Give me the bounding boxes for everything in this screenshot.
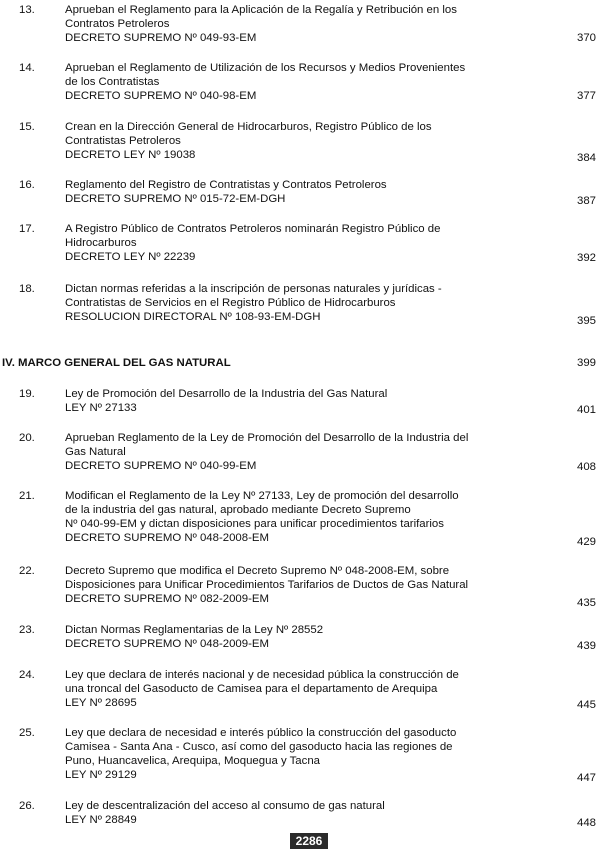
entry-line: Dictan normas referidas a la inscripción de personas naturales y jurídicas - xyxy=(65,283,442,295)
entry-page: 447 xyxy=(576,772,596,784)
toc-entry xyxy=(0,387,600,417)
entry-line: Ley de Promoción del Desarrollo de la Industria del Gas Natural xyxy=(65,388,388,400)
footer-page-number: 2286 xyxy=(290,833,328,849)
entry-number: 21. xyxy=(19,490,35,502)
entry-line: DECRETO LEY Nº 19038 xyxy=(65,149,196,161)
entry-number: 20. xyxy=(19,432,35,444)
toc-entry xyxy=(0,489,600,547)
entry-line: Ley que declara de interés nacional y de necesidad pública la construcción de xyxy=(65,669,459,681)
entry-page: 387 xyxy=(576,195,596,207)
toc-entry xyxy=(0,668,600,712)
entry-line: DECRETO SUPREMO Nº 048-2008-EM xyxy=(65,532,269,544)
entry-line: DECRETO SUPREMO Nº 082-2009-EM xyxy=(65,593,269,605)
entry-line: Contratistas Petroleros xyxy=(65,135,181,147)
entry-line: DECRETO SUPREMO Nº 040-99-EM xyxy=(65,460,257,472)
entry-line: LEY Nº 28849 xyxy=(65,814,137,826)
entry-text xyxy=(65,387,505,415)
section-title: IV. MARCO GENERAL DEL GAS NATURAL xyxy=(2,357,231,369)
entry-text xyxy=(65,726,505,782)
entry-line: Contratos Petroleros xyxy=(65,18,170,30)
entry-text xyxy=(65,799,505,827)
entry-line: de la industria del gas natural, aprobado mediante Decreto Supremo xyxy=(65,504,411,516)
entry-line: DECRETO SUPREMO Nº 040-98-EM xyxy=(65,90,257,102)
entry-line: Aprueban el Reglamento de Utilización de los Recursos y Medios Provenientes xyxy=(65,62,466,74)
entry-text xyxy=(65,3,505,45)
entry-line: una troncal del Gasoducto de Camisea para el departamento de Arequipa xyxy=(65,683,438,695)
entry-number: 24. xyxy=(19,669,35,681)
entry-page: 448 xyxy=(576,817,596,829)
entry-line: RESOLUCION DIRECTORAL Nº 108-93-EM-DGH xyxy=(65,311,321,323)
entry-line: Ley de descentralización del acceso al consumo de gas natural xyxy=(65,800,385,812)
entry-line: Aprueban el Reglamento para la Aplicación de la Regalía y Retribución en los xyxy=(65,4,457,16)
entry-line: de los Contratistas xyxy=(65,76,160,88)
entry-number: 26. xyxy=(19,800,35,812)
toc-entry xyxy=(0,222,600,266)
entry-line: Disposiciones para Unificar Procedimientos Tarifarios de Ductos de Gas Natural xyxy=(65,579,469,591)
entry-page: 392 xyxy=(576,252,596,264)
entry-text xyxy=(65,222,505,264)
toc-entry xyxy=(0,623,600,653)
entry-number: 23. xyxy=(19,624,35,636)
entry-line: Ley que declara de necesidad e interés público la construcción del gasoducto xyxy=(65,727,457,739)
entry-number: 14. xyxy=(19,62,35,74)
entry-text xyxy=(65,489,505,545)
entry-number: 13. xyxy=(19,4,35,16)
entry-page: 401 xyxy=(576,404,596,416)
toc-entry xyxy=(0,564,600,608)
toc-entry xyxy=(0,3,600,47)
toc-entry xyxy=(0,431,600,475)
entry-line: A Registro Público de Contratos Petroleros nominarán Registro Público de xyxy=(65,223,441,235)
entry-text xyxy=(65,623,505,651)
toc-entry xyxy=(0,799,600,829)
entry-number: 18. xyxy=(19,283,35,295)
entry-line: Nº 040-99-EM y dictan disposiciones para unificar procedimientos tarifarios xyxy=(65,518,444,530)
entry-line: Modifican el Reglamento de la Ley Nº 27133, Ley de promoción del desarrollo xyxy=(65,490,459,502)
entry-page: 429 xyxy=(576,536,596,548)
entry-page: 395 xyxy=(576,315,596,327)
entry-page: 445 xyxy=(576,699,596,711)
entry-line: Crean en la Dirección General de Hidrocarburos, Registro Público de los xyxy=(65,121,432,133)
entry-number: 16. xyxy=(19,179,35,191)
entry-line: LEY Nº 29129 xyxy=(65,769,137,781)
entry-line: Puno, Huancavelica, Arequipa, Moquegua y Tacna xyxy=(65,755,320,767)
entry-page: 439 xyxy=(576,640,596,652)
section-page: 399 xyxy=(576,357,596,369)
entry-text xyxy=(65,178,505,206)
entry-line: DECRETO LEY Nº 22239 xyxy=(65,251,196,263)
entry-page: 384 xyxy=(576,152,596,164)
toc-entry xyxy=(0,726,600,784)
entry-line: Dictan Normas Reglamentarias de la Ley Nº 28552 xyxy=(65,624,324,636)
entry-number: 19. xyxy=(19,388,35,400)
entry-line: DECRETO SUPREMO Nº 048-2009-EM xyxy=(65,638,269,650)
entry-page: 370 xyxy=(576,32,596,44)
entry-line: Aprueban Reglamento de la Ley de Promoción del Desarrollo de la Industria del xyxy=(65,432,469,444)
entry-line: DECRETO SUPREMO Nº 015-72-EM-DGH xyxy=(65,193,286,205)
entry-line: DECRETO SUPREMO Nº 049-93-EM xyxy=(65,32,257,44)
entry-number: 17. xyxy=(19,223,35,235)
entry-number: 15. xyxy=(19,121,35,133)
entry-text xyxy=(65,431,505,473)
entry-line: Gas Natural xyxy=(65,446,126,458)
entry-page: 408 xyxy=(576,461,596,473)
entry-line: Reglamento del Registro de Contratistas y Contratos Petroleros xyxy=(65,179,387,191)
entry-page: 435 xyxy=(576,597,596,609)
entry-text xyxy=(65,668,505,710)
toc-entry xyxy=(0,282,600,326)
entry-line: Camisea - Santa Ana - Cusco, así como del gasoducto hacia las regiones de xyxy=(65,741,453,753)
entry-line: Contratistas de Servicios en el Registro Público de Hidrocarburos xyxy=(65,297,396,309)
entry-page: 377 xyxy=(576,90,596,102)
entry-text xyxy=(65,61,505,103)
entry-text xyxy=(65,120,505,162)
section-heading xyxy=(0,356,600,370)
entry-number: 25. xyxy=(19,727,35,739)
entry-line: LEY Nº 28695 xyxy=(65,697,137,709)
entry-text xyxy=(65,282,505,324)
entry-line: Decreto Supremo que modifica el Decreto Supremo Nº 048-2008-EM, sobre xyxy=(65,565,450,577)
entry-number: 22. xyxy=(19,565,35,577)
toc-entry xyxy=(0,120,600,164)
entry-line: Hidrocarburos xyxy=(65,237,137,249)
toc-entry xyxy=(0,178,600,208)
toc-entry xyxy=(0,61,600,105)
entry-text xyxy=(65,564,505,606)
entry-line: LEY Nº 27133 xyxy=(65,402,137,414)
